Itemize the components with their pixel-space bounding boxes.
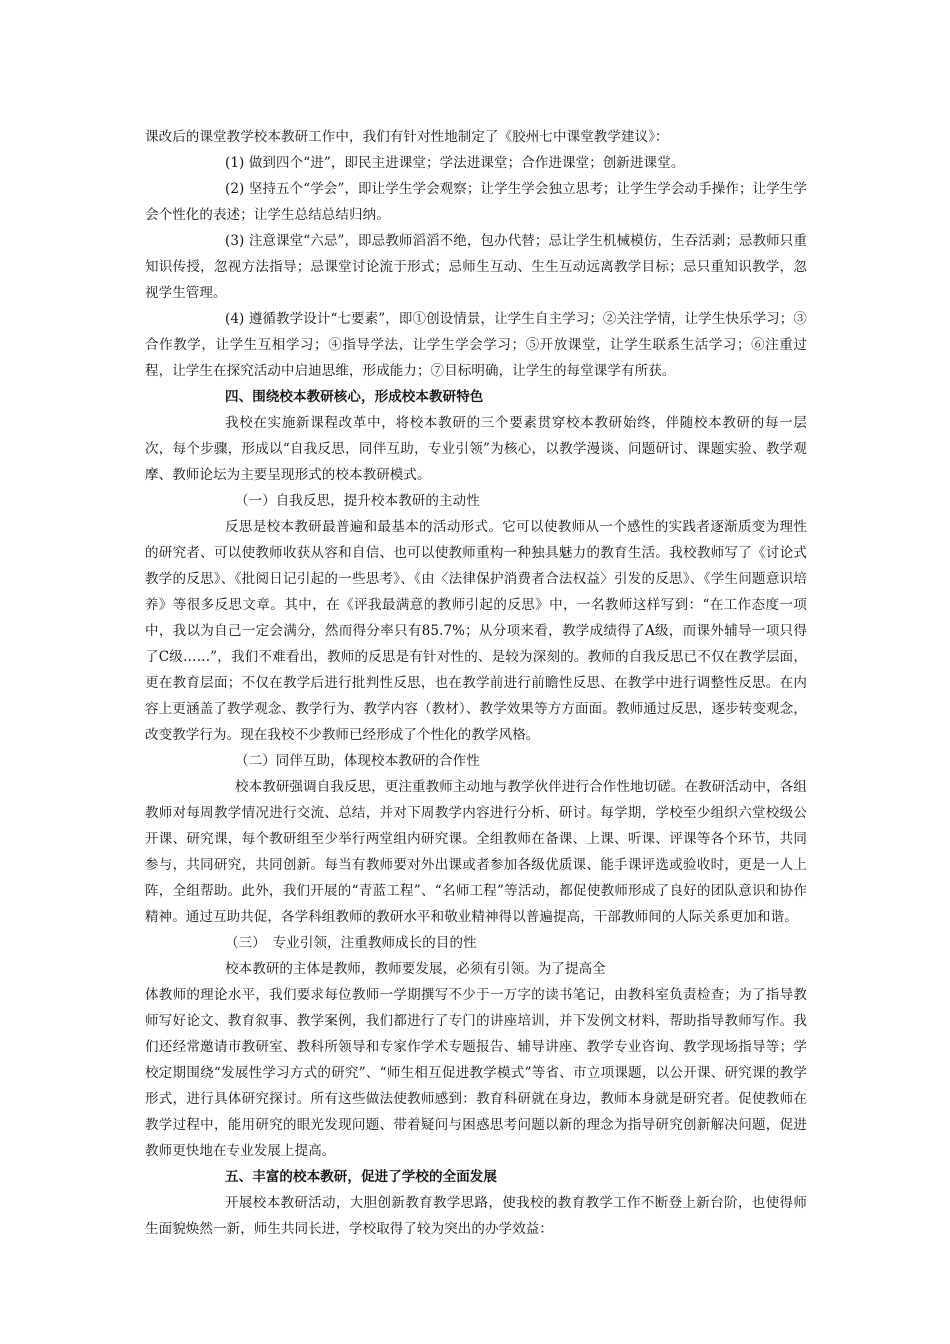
paragraph-professional-guidance: 体教师的理论水平，我们要求每位教师一学期撰写不少于一万字的读书笔记，由教科室负责检查；为了指导教师写好论文、教育叙事、教学案例，我们都进行了专门的讲座培训，并下发例文材料，帮助指导教师写作。我们还经常邀请市教研室、教科所领导和专家作学术专题报告、辅导讲座、教学专业咨询、教学现场指导等；学校定期围绕“发展性学习方式的研究”、“师生相互促进教学模式”等省、市立项课题，以公开课、研究课的教学形式，进行具体研究探讨。所有这些做法使教师感到：教育科研就在身边，教师本身就是研究者。促使教师在教学过程中，能用研究的眼光发现问题、带着疑问与困惑思考问题以新的理念为指导研究创新解决问题，促进教师更快地在专业发展上提高。 <box>145 987 807 1159</box>
paragraph-item-4: (4) 遵循教学设计“七要素”，即①创设情景，让学生自主学习；②关注学情，让学生快乐学习；③合作教学，让学生互相学习；④指导学法，让学生学会学习；⑤开放课堂，让学生联系生活学习；⑥注重过程，让学生在探究活动中启迪思维，形成能力；⑦目标明确，让学生的每堂课学有所获。 <box>145 311 807 379</box>
subheading-professional-guidance: （三） 专业引领，注重教师成长的目的性 <box>225 935 477 951</box>
paragraph-item-3: (3) 注意课堂“六忌”，即忌教师滔滔不绝，包办代替；忌让学生机械模仿，生吞活剥；忌教师只重知识传授，忽视方法指导；忌课堂讨论流于形式；忌师生互动、生生互动远离教学目标；忌只重知识教学，忽视学生管理。 <box>145 233 807 301</box>
subheading-peer-support: （二）同伴互助，体现校本教研的合作性 <box>235 753 480 769</box>
paragraph-section-5-body: 开展校本教研活动，大胆创新教育教学思路，使我校的教育教学工作不断登上新台阶，也使得师生面貌焕然一新，师生共同长进，学校取得了较为突出的办学效益： <box>145 1195 807 1237</box>
paragraph-professional-guidance-lead: 校本教研的主体是教师，教师要发展，必须有引领。为了提高全 <box>225 961 606 977</box>
paragraph-intro: 课改后的课堂教学校本教研工作中，我们有针对性地制定了《胶州七中课堂教学建议》： <box>145 129 669 145</box>
subheading-self-reflection: （一）自我反思，提升校本教研的主动性 <box>235 493 480 509</box>
document-body <box>145 124 807 1242</box>
section-heading-4: 四、围绕校本教研核心，形成校本教研特色 <box>225 389 484 405</box>
paragraph-item-2: (2) 坚持五个“学会”，即让学生学会观察；让学生学会独立思考；让学生学会动手操作；让学生学会个性化的表述；让学生总结总结归纳。 <box>145 181 807 223</box>
paragraph-self-reflection: 反思是校本教研最普遍和最基本的活动形式。它可以使教师从一个感性的实践者逐渐质变为理性的研究者、可以使教师收获从容和自信、也可以使教师重构一种独具魅力的教育生活。我校教师写了《讨论式教学的反思》、《批阅日记引起的一些思考》、《由〈法律保护消费者合法权益〉引发的反思》、《学生问题意识培养》等很多反思文章。其中，在《评我最满意的教师引起的反思》中，一名教师这样写到：“在工作态度一项中，我以为自己一定会满分，然而得分率只有85.7%；从分项来看，教学成绩得了A级，而课外辅导一项只得了C级……”，我们不难看出，教师的反思是有针对性的、是较为深刻的。教师的自我反思已不仅在教学层面，更在教育层面；不仅在教学后进行批判性反思，也在教学前进行前瞻性反思、在教学中进行调整性反思。在内容上更涵盖了教学观念、教学行为、教学内容（教材）、教学效果等方方面面。教师通过反思，逐步转变观念，改变教学行为。现在我校不少教师已经形成了个性化的教学风格。 <box>145 519 807 743</box>
section-heading-5: 五、丰富的校本教研，促进了学校的全面发展 <box>225 1169 497 1185</box>
paragraph-item-1: (1) 做到四个“进”，即民主进课堂；学法进课堂；合作进课堂；创新进课堂。 <box>225 155 685 171</box>
paragraph-peer-support: 校本教研强调自我反思，更注重教师主动地与教学伙伴进行合作性地切磋。在教研活动中，各组教师对每周教学情况进行交流、总结，并对下周教学内容进行分析、研讨。每学期，学校至少组织六堂校级公开课、研究课，每个教研组至少举行两堂组内研究课。全组教师在备课、上课、听课、评课等各个环节，共同参与，共同研究，共同创新。每当有教师要对外出课或者参加各级优质课、能手课评选或验收时，更是一人上阵，全组帮助。此外，我们开展的“青蓝工程”、“名师工程”等活动，都促使教师形成了良好的团队意识和协作精神。通过互助共促，各学科组教师的教研水平和敬业精神得以普遍提高，干部教师间的人际关系更加和谐。 <box>145 779 807 925</box>
paragraph-section-4-body: 我校在实施新课程改革中，将校本教研的三个要素贯穿校本教研始终，伴随校本教研的每一层次，每个步骤，形成以“自我反思，同伴互助，专业引领”为核心，以教学漫谈、问题研讨、课题实验、教学观摩、教师论坛为主要呈现形式的校本教研模式。 <box>145 415 807 483</box>
